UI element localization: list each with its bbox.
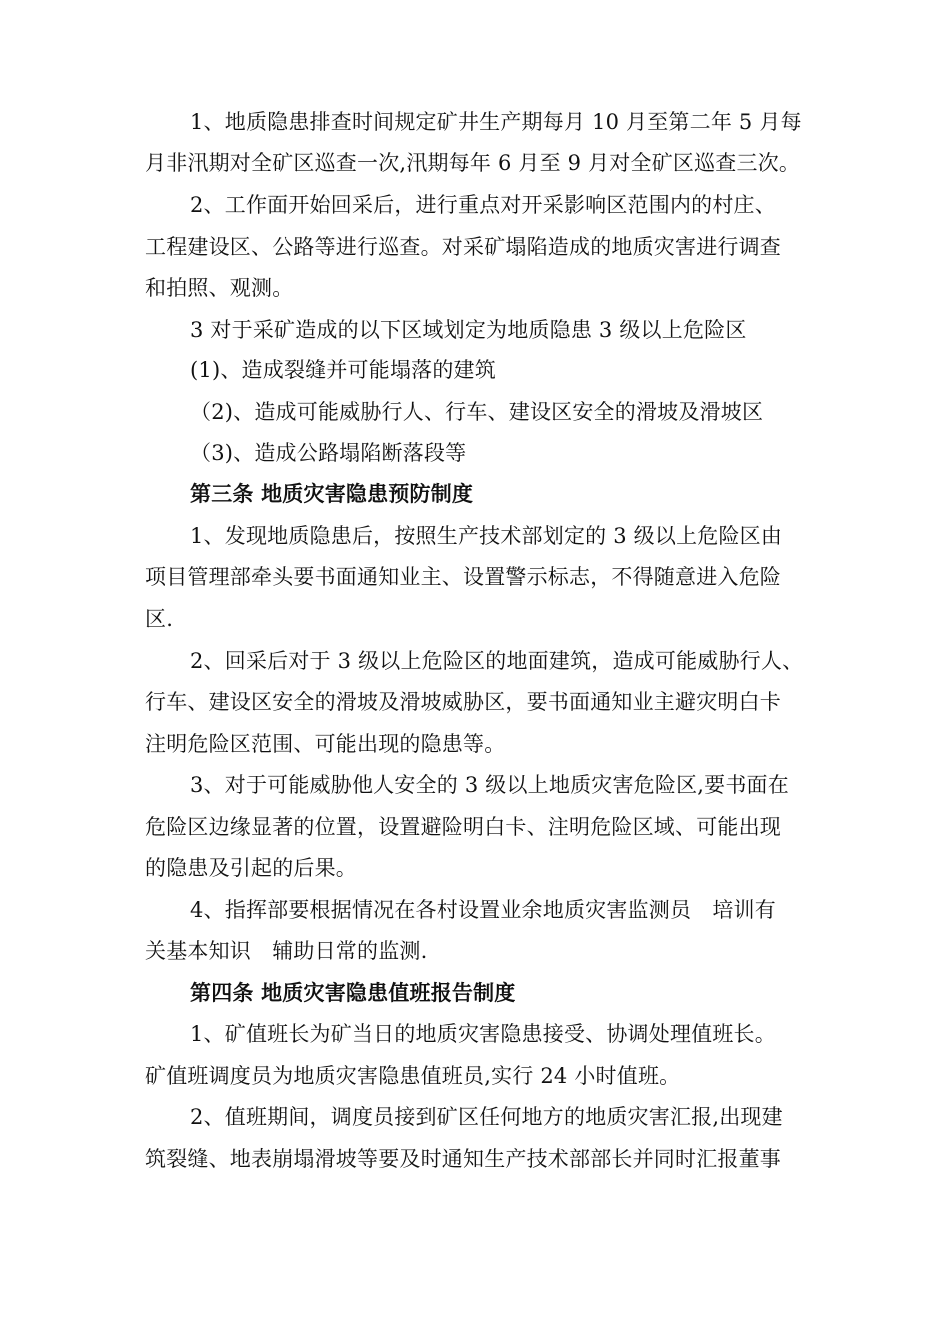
paragraph-line-7: 1、发现地质隐患后，按照生产技术部划定的 3 级以上危险区由 [190,524,783,548]
paragraph-line-10: 2、回采后对于 3 级以上危险区的地面建筑，造成可能威胁行人、 [190,649,804,673]
paragraph-line-1: 1、地质隐患排查时间规定矿井生产期每月 10 月至第二年 5 月每 [190,110,802,134]
section-heading-3: 第三条 地质灾害隐患预防制度 [190,481,474,506]
paragraph-line-20: 2、值班期间，调度员接到矿区任何地方的地质灾害汇报,出现建 [190,1105,783,1129]
paragraph-line-21: 筑裂缝、地表崩塌滑坡等要及时通知生产技术部部长并同时汇报董事 [145,1147,781,1171]
paragraph-line-6: 3 对于采矿造成的以下区域划定为地质隐患 3 级以上危险区 [190,318,747,342]
paragraph-line-14: 危险区边缘显著的位置，设置避险明白卡、注明危险区域、可能出现 [145,815,781,839]
paragraph-line-17: 关基本知识 辅助日常的监测. [145,939,428,963]
list-item-3: （3)、造成公路塌陷断落段等 [190,441,467,465]
paragraph-line-13: 3、对于可能威胁他人安全的 3 级以上地质灾害危险区,要书面在 [190,773,789,797]
paragraph-line-18: 1、矿值班长为矿当日的地质灾害隐患接受、协调处理值班长。 [190,1022,776,1046]
list-item-2: （2)、造成可能威胁行人、行车、建设区安全的滑坡及滑坡区 [190,400,764,424]
paragraph-line-5: 和拍照、观测。 [145,276,294,300]
paragraph-line-11: 行车、建设区安全的滑坡及滑坡威胁区，要书面通知业主避灾明白卡 [145,690,781,714]
paragraph-line-12: 注明危险区范围、可能出现的隐患等。 [145,732,506,756]
paragraph-line-2: 月非汛期对全矿区巡查一次,汛期每年 6 月至 9 月对全矿区巡查三次。 [145,151,801,175]
paragraph-line-16: 4、指挥部要根据情况在各村设置业余地质灾害监测员 培训有 [190,898,776,922]
paragraph-line-3: 2、工作面开始回采后，进行重点对开采影响区范围内的村庄、 [190,193,776,217]
paragraph-line-4: 工程建设区、公路等进行巡查。对采矿塌陷造成的地质灾害进行调查 [145,235,781,259]
paragraph-line-15: 的隐患及引起的后果。 [145,856,357,880]
paragraph-line-19: 矿值班调度员为地质灾害隐患值班员,实行 24 小时值班。 [145,1064,681,1088]
paragraph-line-8: 项目管理部牵头要书面通知业主、设置警示标志，不得随意进入危险 [145,565,781,589]
section-heading-4: 第四条 地质灾害隐患值班报告制度 [190,980,516,1005]
paragraph-line-9: 区. [145,607,174,631]
list-item-1: (1)、造成裂缝并可能塌落的建筑 [190,358,496,382]
